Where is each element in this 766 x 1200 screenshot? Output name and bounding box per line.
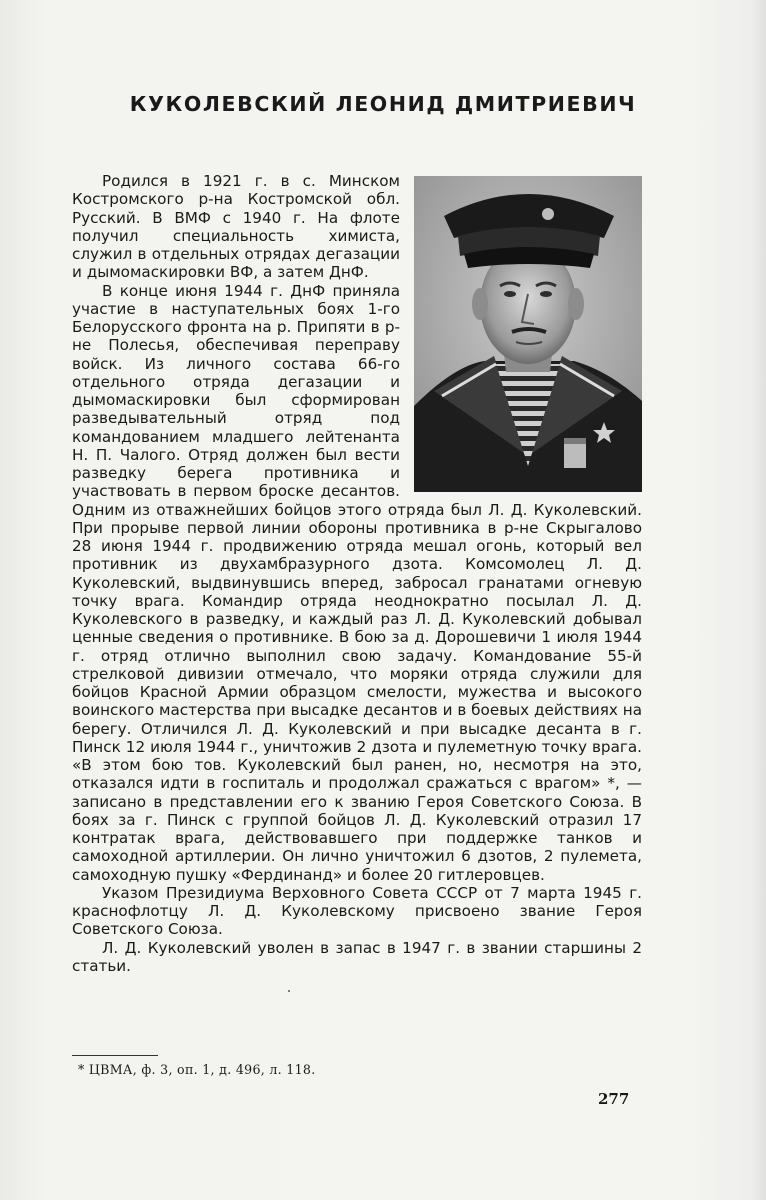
biography-paragraph-combat: В конце июня 1944 г. ДнФ приняла участие в наступательных боях 1-го Белорусского фронта на р. Припяти в р-не Полесья, обеспечивая переправу войск. Из личного состава 66-го отдельного отряда дегазации и дымомаскировки был сформирован разведывательный отряд под командованием младшего лейтенанта Н. П. Чалого. Отряд должен был вести разведку берега противника и участвовать в первом броске десантов. Одним из отважнейших бойцов этого отряда был Л. Д. Куколевский. При прорыве первой линии обороны противника в р-не Скрыгалово 28 июня 1944 г. продвижению отряда мешал огонь, который вел противник из двухамбразурного дзота. Комсомолец Л. Д. Куколевский, выдвинувшись вперед, забросал гранатами огневую точку врага. Командир отряда неоднократно посылал Л. Д. Куколевского в разведку, и каждый раз Л. Д. Куколевский добывал ценные сведения о противнике. В бою за д. Дорошевичи 1 июля 1944 г. отряд отлично выполнил свою задачу. Командование 55-й стрелковой дивизии отмечало, что моряки отряда служили для бойцов Красной Армии образцом смелости, мужества и высокого воинского мастерства при высадке десантов и в боевых действиях на берегу. Отличился Л. Д. Куколевский и при высадке десанта в г. Пинск 12 июля 1944 г., уничтожив 2 дзота и пулеметную точку врага. «В этом бою тов. Куколевский был ранен, но, несмотря на это, отказался идти в госпиталь и продолжал сражаться с врагом» *, — записано в представлении его к званию Героя Советского Союза. В боях за г. Пинск с группой бойцов Л. Д. Куколевский отразил 17 контратак врага, действовавшего при поддержке танков и самоходной артиллерии. Он лично уничтожил 6 дзотов, 2 пулемета, самоходную пушку «Фердинанд» и более 20 гитлеровцев. <box>72 281 642 884</box>
biography-paragraph-award: Указом Президиума Верховного Совета СССР от 7 марта 1945 г. краснофлотцу Л. Д. Куколевскому присвоено звание Героя Советского Союза. <box>72 883 642 939</box>
paper-speck <box>288 990 290 992</box>
biography-body <box>72 172 642 975</box>
biography-title: КУКОЛЕВСКИЙ ЛЕОНИД ДМИТРИЕВИЧ <box>129 92 637 116</box>
page-number: 277 <box>598 1090 630 1108</box>
biography-paragraph-discharge: Л. Д. Куколевский уволен в запас в 1947 г. в звании старшины 2 статьи. <box>72 938 642 975</box>
page-gutter-shadow <box>752 0 766 1200</box>
portrait-photo <box>414 176 642 492</box>
biography-paragraph-origin: Родился в 1921 г. в с. Минском Костромского р-на Костромской обл. Русский. В ВМФ с 1940 г. На флоте получил специальность химиста, служил в отдельных отрядах дегазации и дымомаскировки ВФ, а затем ДнФ. <box>72 172 400 282</box>
sailor-portrait-image <box>414 176 642 492</box>
footnote-archive-reference: * ЦВМА, ф. 3, оп. 1, д. 496, л. 118. <box>78 1062 316 1077</box>
footnote-rule <box>72 1055 158 1056</box>
